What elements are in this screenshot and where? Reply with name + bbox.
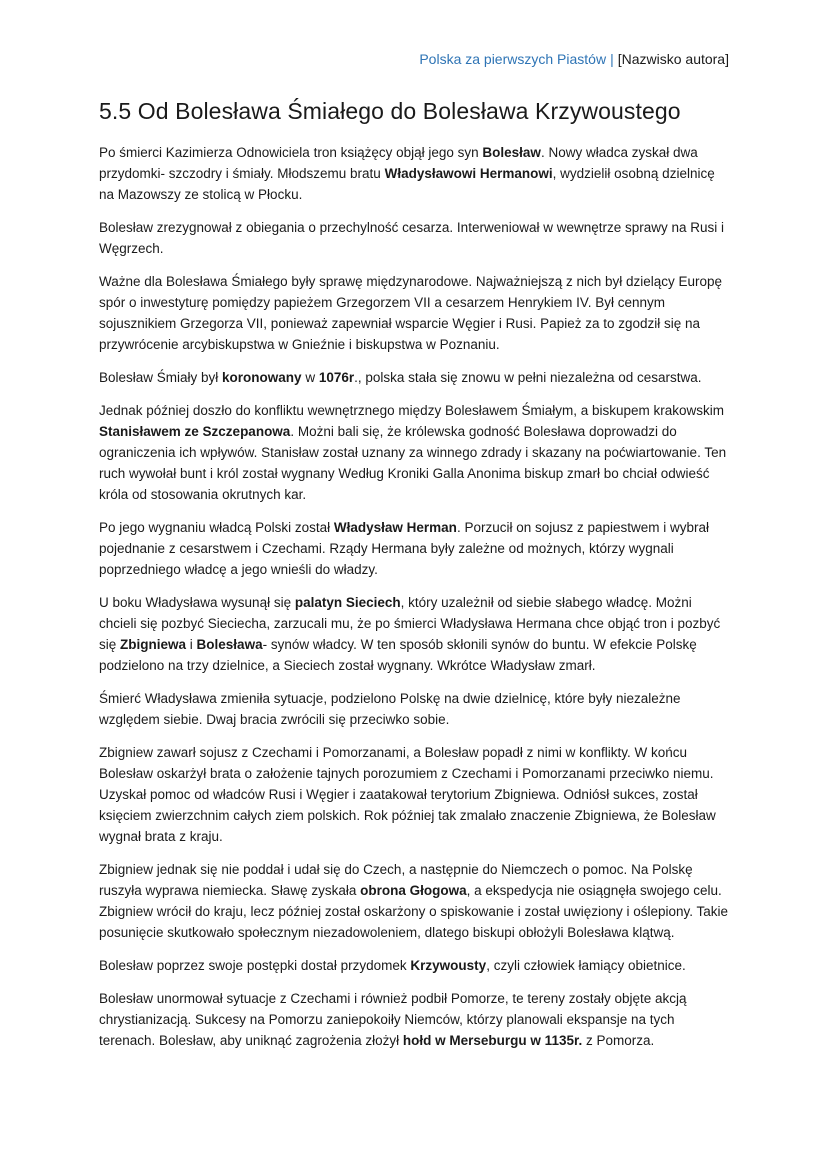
bold-text: Stanisławem ze Szczepanowa [99, 424, 291, 439]
text-run: Bolesław unormował sytuacje z Czechami i również podbił Pomorze, te tereny zostały objęte akcją chrystianizacją. Sukcesy na Pomorzu zaniepokoiły Niemców, którzy planowali ekspansje na tych terenach. Bolesław, aby uniknąć zagrożenia złożył [99, 991, 687, 1048]
bold-text: Krzywousty [410, 958, 487, 973]
document-body [99, 96, 732, 1063]
text-run: Śmierć Władysława zmieniła sytuacje, podzielono Polskę na dwie dzielnicę, które były niezależne względem siebie. Dwaj bracia zwrócili się przeciwko sobie. [99, 691, 681, 727]
text-run: Jednak później doszło do konfliktu wewnętrznego między Bolesławem Śmiałym, a biskupem krakowskim [99, 403, 725, 418]
text-run: Bolesław zrezygnował z obiegania o przechylność cesarza. Interweniował w wewnętrze sprawy na Rusi i Węgrzech. [99, 220, 725, 256]
text-run: , a ekspedycja nie osiągnęła swojego celu. Zbigniew wrócił do kraju, lecz później został oskarżony o spiskowanie i został uwięziony i oślepiony. Takie posunięcie skutkowało społecznym niezadowoleniem, dlatego biskupi obłożyli Bolesława klątwą. [99, 883, 729, 940]
text-run: Zbigniew jednak się nie poddał i udał się do Czech, a następnie do Niemczech o pomoc. Na Polskę ruszyła wyprawa niemiecka. Sławę zyskała [99, 862, 693, 898]
bold-text: obrona Głogowa [360, 883, 467, 898]
text-run: . Możni bali się, że królewska godność Bolesława doprowadzi do ograniczenia ich wpływów. Stanisław został uznany za winnego zdrady i skazany na poćwiartowanie. Ten ruch wywołał bunt i król został wygnany Według Kroniki Galla Anonima biskup zmarł bo chciał odwieść króla od stosowania okrutnych kar. [99, 424, 727, 502]
bold-text: Władysław Herman [333, 520, 457, 535]
bold-text: palatyn Sieciech [294, 595, 401, 610]
text-run: U boku Władysława wysunął się [99, 595, 295, 610]
text-run: , czyli człowiek łamiący obietnice. [486, 958, 686, 973]
text-run: Po śmierci Kazimierza Odnowiciela tron książęcy objął jego syn [99, 145, 483, 160]
section-heading: 5.5 Od Bolesława Śmiałego do Bolesława Krzywoustego [99, 98, 681, 124]
paragraph [99, 859, 732, 943]
text-run: - synów władcy. W ten sposób skłonili synów do buntu. W efekcie Polskę podzielono na trzy dzielnice, a Sieciech został wygnany. Wkrótce Władysław zmarł. [99, 637, 697, 673]
text-run: . Nowy władca zyskał dwa przydomki- szczodry i śmiały. Młodszemu bratu [99, 145, 698, 181]
paragraph [99, 142, 732, 205]
bold-text: Zbigniewa [120, 637, 187, 652]
paragraph [99, 217, 732, 259]
bold-text: Bolesław [482, 145, 541, 160]
text-run: i [186, 637, 197, 652]
paragraph [99, 955, 732, 976]
paragraph [99, 742, 732, 847]
text-run: Po jego wygnaniu władcą Polski został [99, 520, 334, 535]
paragraph [99, 367, 732, 388]
text-run: Ważne dla Bolesława Śmiałego były sprawę międzynarodowe. Najważniejszą z nich był dzielący Europę spór o inwestyturę pomiędzy papieżem Grzegorzem VII a cesarzem Henrykiem IV. Był cennym sojusznikiem Grzegorza VII, ponieważ zapewniał wsparcie Węgier i Rusi. Papież za to zgodził się na przywrócenie arcybiskupstwa w Gnieźnie i biskupstwa w Poznaniu. [99, 274, 723, 352]
bold-text: Władysławowi Hermanowi [384, 166, 553, 181]
text-run: . Porzucił on sojusz z papiestwem i wybrał pojednanie z cesarstwem i Czechami. Rządy Hermana były zależne od możnych, którzy wygnali poprzedniego władcę a jego wnieśli do władzy. [99, 520, 710, 577]
paragraph [99, 271, 732, 355]
bold-text: 1076r [318, 370, 355, 385]
header-author: [Nazwisko autora] [617, 51, 729, 67]
bold-text: hołd w Merseburgu w 1135r. [402, 1033, 583, 1048]
text-run: Bolesław Śmiały był [99, 370, 223, 385]
text-run: , wydzielił osobną dzielnicę na Mazowszy ze stolicą w Płocku. [99, 166, 715, 202]
bold-text: koronowany [222, 370, 302, 385]
text-run: Bolesław poprzez swoje postępki dostał przydomek [99, 958, 411, 973]
header-separator: | [610, 51, 614, 67]
header-title: Polska za pierwszych Piastów [419, 51, 607, 67]
paragraph [99, 517, 732, 580]
text-run: , który uzależnił od siebie słabego władcę. Możni chcieli się pozbyć Sieciecha, zarzucali mu, że po śmierci Władysława Hermana chce objąć tron i pozbyć się [99, 595, 721, 652]
text-run: Zbigniew zawarł sojusz z Czechami i Pomorzanami, a Bolesław popadł z nimi w konflikty. W końcu Bolesław oskarżył brata o założenie tajnych porozumiem z Czechami i Pomorzanami przeciwko niemu. Uzyskał pomoc od władców Rusi i Węgier i zaatakował terytorium Zbigniewa. Odniósł sukces, został księciem zwierzchnim całych ziem polskich. Rok później tak zmalało znaczenie Zbigniewa, że Bolesław wygnał brata z kraju. [99, 745, 716, 844]
text-run: z Pomorza. [582, 1033, 655, 1048]
text-run: w [301, 370, 319, 385]
bold-text: Bolesława [196, 637, 263, 652]
text-run: ., polska stała się znowu w pełni niezależna od cesarstwa. [354, 370, 702, 385]
paragraph [99, 688, 732, 730]
paragraph [99, 592, 732, 676]
page-header [419, 50, 729, 68]
paragraph [99, 988, 732, 1051]
paragraph [99, 400, 732, 505]
paragraph-list [99, 142, 732, 1051]
